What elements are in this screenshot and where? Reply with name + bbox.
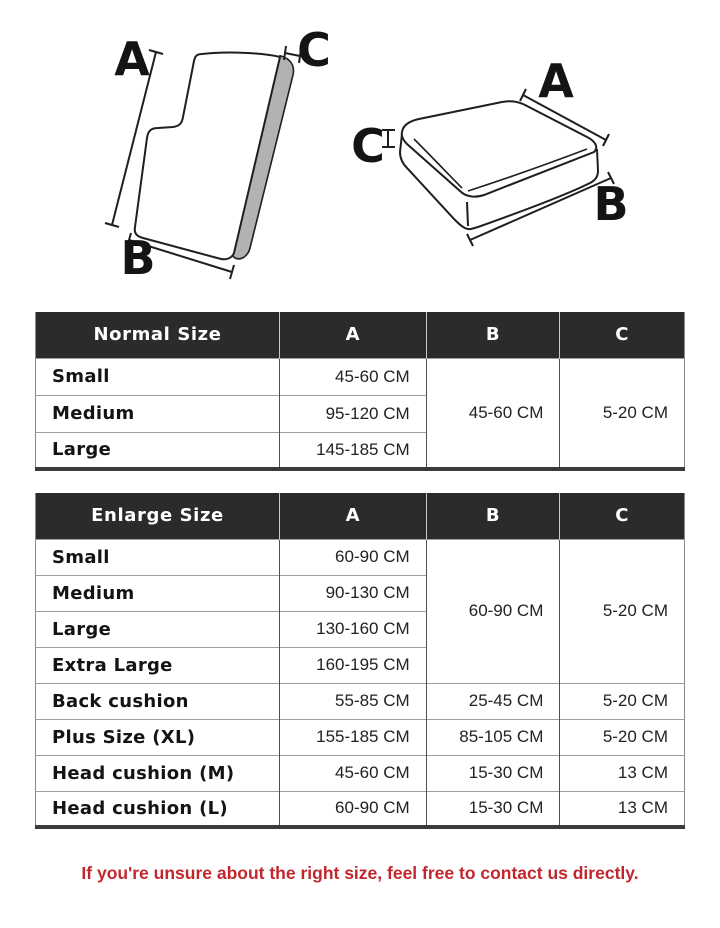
dimension-a-value: 130-160 CM [280,611,427,647]
table-row [36,755,685,791]
table-title: Enlarge Size [36,493,280,539]
table-row [36,358,685,395]
size-label: Large [36,611,280,647]
dimension-b-value: 15-30 CM [426,791,560,827]
size-label: Back cushion [36,683,280,719]
table-title: Normal Size [36,312,280,358]
column-header-b: B [426,493,560,539]
seat-cushion-diagram [338,50,670,282]
size-label: Head cushion (L) [36,791,280,827]
dimension-a-value: 45-60 CM [280,755,427,791]
column-header-b: B [426,312,560,358]
table-row [36,791,685,827]
dimension-a-value: 95-120 CM [280,395,427,432]
dimension-a-value: 90-130 CM [280,575,427,611]
column-header-a: A [280,312,427,358]
size-label: Extra Large [36,647,280,683]
dimension-b-value: 25-45 CM [426,683,560,719]
label-a: A [538,54,574,108]
contact-note: If you're unsure about the right size, feel free to contact us directly. [81,863,639,883]
size-label: Medium [36,575,280,611]
dimension-c-value: 5-20 CM [560,719,685,755]
dimension-a-value: 145-185 CM [280,432,427,469]
dimension-b-merged-value: 60-90 CM [426,539,560,683]
size-label: Head cushion (M) [36,755,280,791]
table-header-row [36,493,685,539]
table-row [36,719,685,755]
size-label: Small [36,539,280,575]
enlarge-size-table [35,493,685,829]
column-header-c: C [560,493,685,539]
cushion-front-seam [467,202,468,226]
dimension-b-merged-value: 45-60 CM [426,358,560,469]
size-label: Plus Size (XL) [36,719,280,755]
size-label: Large [36,432,280,469]
table-row [36,683,685,719]
dimension-c-value: 5-20 CM [560,683,685,719]
label-b: B [593,177,629,231]
column-header-a: A [280,493,427,539]
dimension-a-value: 45-60 CM [280,358,427,395]
column-header-c: C [560,312,685,358]
normal-size-table [35,312,685,471]
label-c: C [351,119,385,173]
label-b: B [120,231,156,285]
label-c: C [297,23,331,77]
size-label: Small [36,358,280,395]
label-a: A [114,32,150,86]
size-label: Medium [36,395,280,432]
table-row [36,539,685,575]
table-header-row [36,312,685,358]
dimension-a-value: 55-85 CM [280,683,427,719]
dimension-c-value: 13 CM [560,791,685,827]
dimension-a-value: 60-90 CM [280,791,427,827]
dimension-a-value: 155-185 CM [280,719,427,755]
dimension-b-value: 15-30 CM [426,755,560,791]
dimension-b-value: 85-105 CM [426,719,560,755]
dimension-c-merged-value: 5-20 CM [560,358,685,469]
dimension-c-value: 13 CM [560,755,685,791]
dimension-a-value: 60-90 CM [280,539,427,575]
dimension-a-value: 160-195 CM [280,647,427,683]
dimension-c-merged-value: 5-20 CM [560,539,685,683]
back-cushion-diagram [88,22,350,294]
